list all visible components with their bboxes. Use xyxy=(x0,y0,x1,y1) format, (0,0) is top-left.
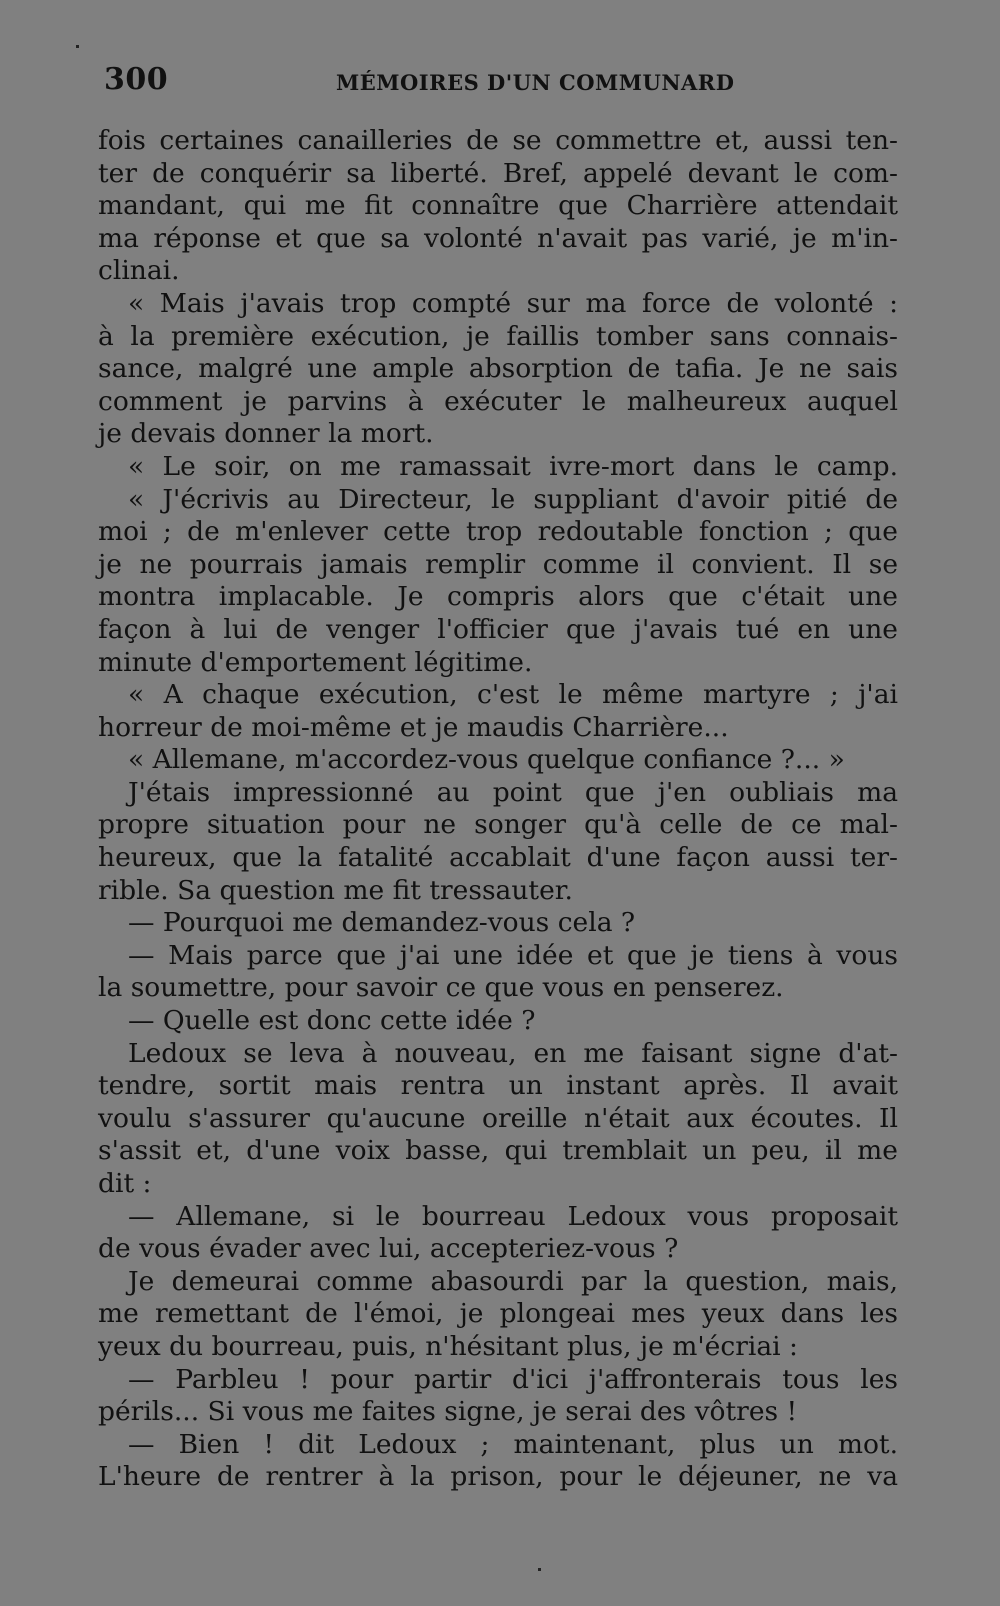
text-line: clinai. xyxy=(98,255,180,287)
text-line: propre situation pour ne songer qu'à celle de ce mal- xyxy=(98,809,898,841)
running-title: MÉMOIRES D'UN COMMUNARD xyxy=(336,70,735,95)
text-line: minute d'emportement légitime. xyxy=(98,646,533,678)
text-line: je devais donner la mort. xyxy=(98,418,434,450)
text-line: périls... Si vous me faites signe, je serai des vôtres ! xyxy=(98,1396,798,1428)
text-line: « Allemane, m'accordez-vous quelque confiance ?... » xyxy=(128,744,845,776)
text-line: Ledoux se leva à nouveau, en me faisant signe d'at- xyxy=(128,1037,898,1069)
page-number: 300 xyxy=(104,62,169,97)
text-line: Je demeurai comme abasourdi par la question, mais, xyxy=(128,1265,898,1297)
text-line: heureux, que la fatalité accablait d'une façon aussi ter- xyxy=(98,842,898,874)
text-line: ma réponse et que sa volonté n'avait pas varié, je m'in- xyxy=(98,222,898,254)
text-line: — Allemane, si le bourreau Ledoux vous proposait xyxy=(128,1200,898,1232)
text-line: sance, malgré une ample absorption de tafia. Je ne sais xyxy=(98,353,898,385)
text-line: « Le soir, on me ramassait ivre-mort dans le camp. xyxy=(128,450,898,482)
text-line: façon à lui de venger l'officier que j'avais tué en une xyxy=(98,613,898,645)
text-line: mandant, qui me fit connaître que Charrière attendait xyxy=(98,190,898,222)
text-line: la soumettre, pour savoir ce que vous en penserez. xyxy=(98,972,784,1004)
text-line: — Bien ! dit Ledoux ; maintenant, plus un mot. xyxy=(128,1428,898,1460)
text-line: L'heure de rentrer à la prison, pour le déjeuner, ne va xyxy=(98,1461,898,1493)
text-line: « Mais j'avais trop compté sur ma force de volonté : xyxy=(128,287,898,319)
page-header xyxy=(100,62,900,102)
text-line: fois certaines canailleries de se commettre et, aussi ten- xyxy=(98,125,898,156)
text-line: J'étais impressionné au point que j'en oubliais ma xyxy=(128,776,898,808)
scan-speck xyxy=(538,1568,541,1571)
text-line: yeux du bourreau, puis, n'hésitant plus, je m'écriai : xyxy=(98,1330,798,1362)
text-line: s'assit et, d'une voix basse, qui tremblait un peu, il me xyxy=(98,1135,898,1167)
text-line: — Quelle est donc cette idée ? xyxy=(128,1005,536,1037)
text-line: « J'écrivis au Directeur, le suppliant d'avoir pitié de xyxy=(128,483,898,515)
text-line: voulu s'assurer qu'aucune oreille n'était aux écoutes. Il xyxy=(98,1102,898,1134)
body-text xyxy=(98,125,898,1494)
text-line: dit : xyxy=(98,1168,152,1199)
text-line: — Mais parce que j'ai une idée et que je tiens à vous xyxy=(128,939,898,971)
text-line: me remettant de l'émoi, je plongeai mes yeux dans les xyxy=(98,1298,898,1330)
text-line: moi ; de m'enlever cette trop redoutable fonction ; que xyxy=(98,516,898,548)
text-line: horreur de moi-même et je maudis Charrière... xyxy=(98,711,729,743)
text-line: « A chaque exécution, c'est le même martyre ; j'ai xyxy=(128,679,898,711)
text-line: — Parbleu ! pour partir d'ici j'affronterais tous les xyxy=(128,1363,898,1395)
text-line: à la première exécution, je faillis tomber sans connais- xyxy=(98,320,898,352)
text-line: ter de conquérir sa liberté. Bref, appelé devant le com- xyxy=(98,157,898,189)
scan-speck xyxy=(76,45,79,48)
text-line: tendre, sortit mais rentra un instant après. Il avait xyxy=(98,1070,898,1102)
text-line: — Pourquoi me demandez-vous cela ? xyxy=(128,907,636,939)
text-line: rible. Sa question me fit tressauter. xyxy=(98,874,573,906)
text-line: montra implacable. Je compris alors que c'était une xyxy=(98,581,898,613)
text-line: je ne pourrais jamais remplir comme il convient. Il se xyxy=(98,548,898,580)
text-line: comment je parvins à exécuter le malheureux auquel xyxy=(98,385,898,417)
text-line: de vous évader avec lui, accepteriez-vous ? xyxy=(98,1233,679,1265)
